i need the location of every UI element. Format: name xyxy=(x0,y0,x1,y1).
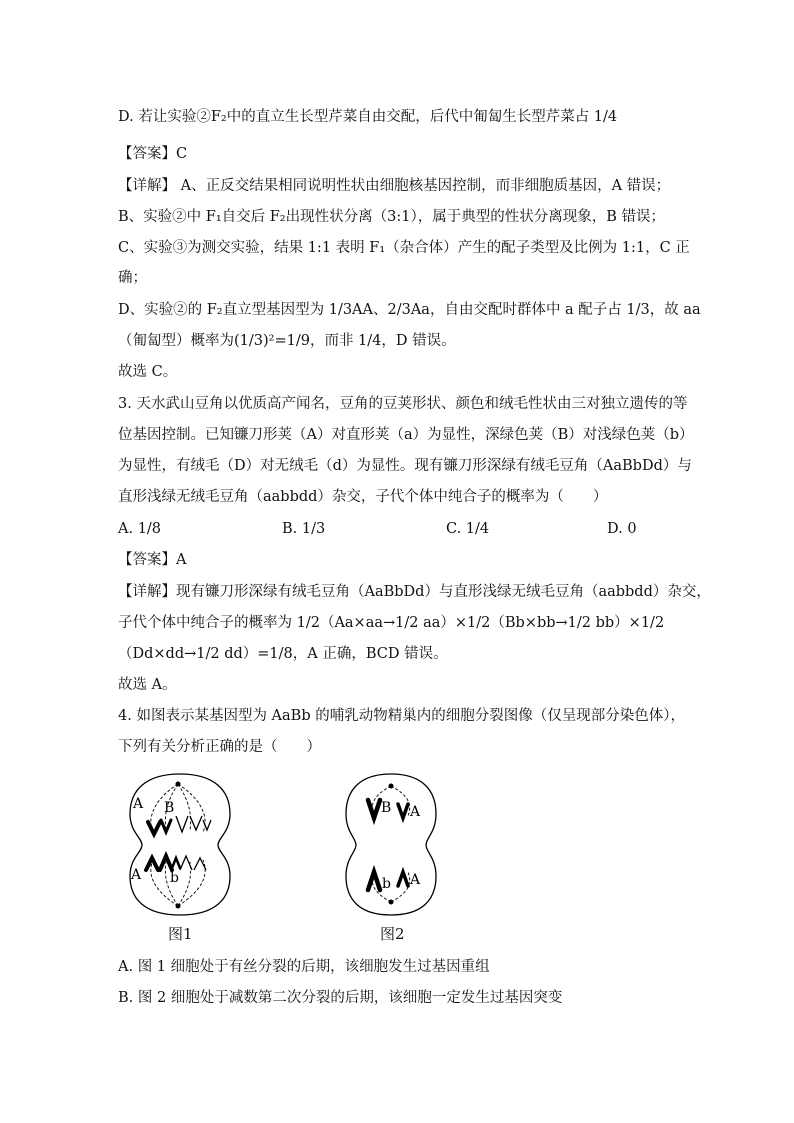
figure-1-cell-diagram xyxy=(128,772,232,918)
explanation-line: 【详解】 A、正反交结果相同说明性状由细胞核基因控制，而非细胞质基因，A 错误； xyxy=(118,178,671,194)
conclusion-line: 故选 A。 xyxy=(118,677,177,693)
option-a: A. 1/8 xyxy=(118,521,162,537)
option-b: B. 1/3 xyxy=(282,521,326,537)
explanation-line: C、实验③为测交实验，结果 1:1 表明 F₁（杂合体）产生的配子类型及比例为 1:1，C 正 xyxy=(118,240,690,256)
q4-option-b: B. 图 2 细胞处于减数第二次分裂的后期，该细胞一定发生过基因突变 xyxy=(118,990,563,1006)
fig2-label-bottom-b: b xyxy=(382,876,391,892)
fig1-label-bottom-b: b xyxy=(170,870,179,886)
explanation-line: （Dd×dd→1/2 dd）=1/8，A 正确，BCD 错误。 xyxy=(118,646,448,662)
answer-label: 【答案】A xyxy=(118,552,187,568)
explanation-line: 确； xyxy=(118,270,147,286)
line-d-option: D. 若让实验②F₂中的直立生长型芹菜自由交配，后代中匍匐生长型芹菜占 1/4 xyxy=(118,109,618,125)
fig2-label-top-a: A xyxy=(410,804,421,820)
question-4-line: 4. 如图表示某基因型为 AaBb 的哺乳动物精巢内的细胞分裂图像（仅呈现部分染色体）， xyxy=(118,708,685,724)
answer-label: 【答案】C xyxy=(118,146,188,162)
explanation-line: D、实验②的 F₂直立型基因型为 1/3AA、2/3Aa，自由交配时群体中 a 配子占 1/3，故 aa xyxy=(118,302,701,318)
fig1-label-top-b: B xyxy=(164,800,175,816)
figure-1-caption: 图1 xyxy=(168,925,193,943)
explanation-line: B、实验②中 F₁自交后 F₂出现性状分离（3:1），属于典型的性状分离现象，B 错误； xyxy=(118,209,665,225)
explanation-line: 【详解】现有镰刀形深绿有绒毛豆角（AaBbDd）与直形浅绿无绒毛豆角（aabbdd）杂交， xyxy=(118,584,711,600)
fig2-label-bottom-a: A xyxy=(410,872,421,888)
question-3-line: 直形浅绿无绒毛豆角（aabbdd）杂交，子代个体中纯合子的概率为（ ） xyxy=(118,489,608,505)
question-3-line: 位基因控制。已知镰刀形荚（A）对直形荚（a）为显性，深绿色荚（B）对浅绿色荚（b） xyxy=(118,427,694,443)
option-c: C. 1/4 xyxy=(446,521,490,537)
figure-2-caption: 图2 xyxy=(380,925,405,943)
explanation-line: （匍匐型）概率为(1/3)²=1/9，而非 1/4，D 错误。 xyxy=(118,333,456,349)
conclusion-line: 故选 C。 xyxy=(118,364,178,380)
option-d: D. 0 xyxy=(607,521,637,537)
question-3-line: 3. 天水武山豆角以优质高产闻名，豆角的豆荚形状、颜色和绒毛性状由三对独立遗传的等 xyxy=(118,396,688,412)
fig1-label-top-a: A xyxy=(133,796,144,812)
figure-2-cell-diagram xyxy=(344,772,438,918)
fig1-label-bottom-a: A xyxy=(131,867,142,883)
explanation-line: 子代个体中纯合子的概率为 1/2（Aa×aa→1/2 aa）×1/2（Bb×bb→1/2 bb）×1/2 xyxy=(118,615,665,631)
question-3-line: 为显性，有绒毛（D）对无绒毛（d）为显性。现有镰刀形深绿有绒毛豆角（AaBbDd）与 xyxy=(118,458,692,474)
q4-option-a: A. 图 1 细胞处于有丝分裂的后期，该细胞发生过基因重组 xyxy=(118,959,490,975)
fig2-label-top-b: B xyxy=(381,800,392,816)
question-4-line: 下列有关分析正确的是（ ） xyxy=(118,739,321,755)
